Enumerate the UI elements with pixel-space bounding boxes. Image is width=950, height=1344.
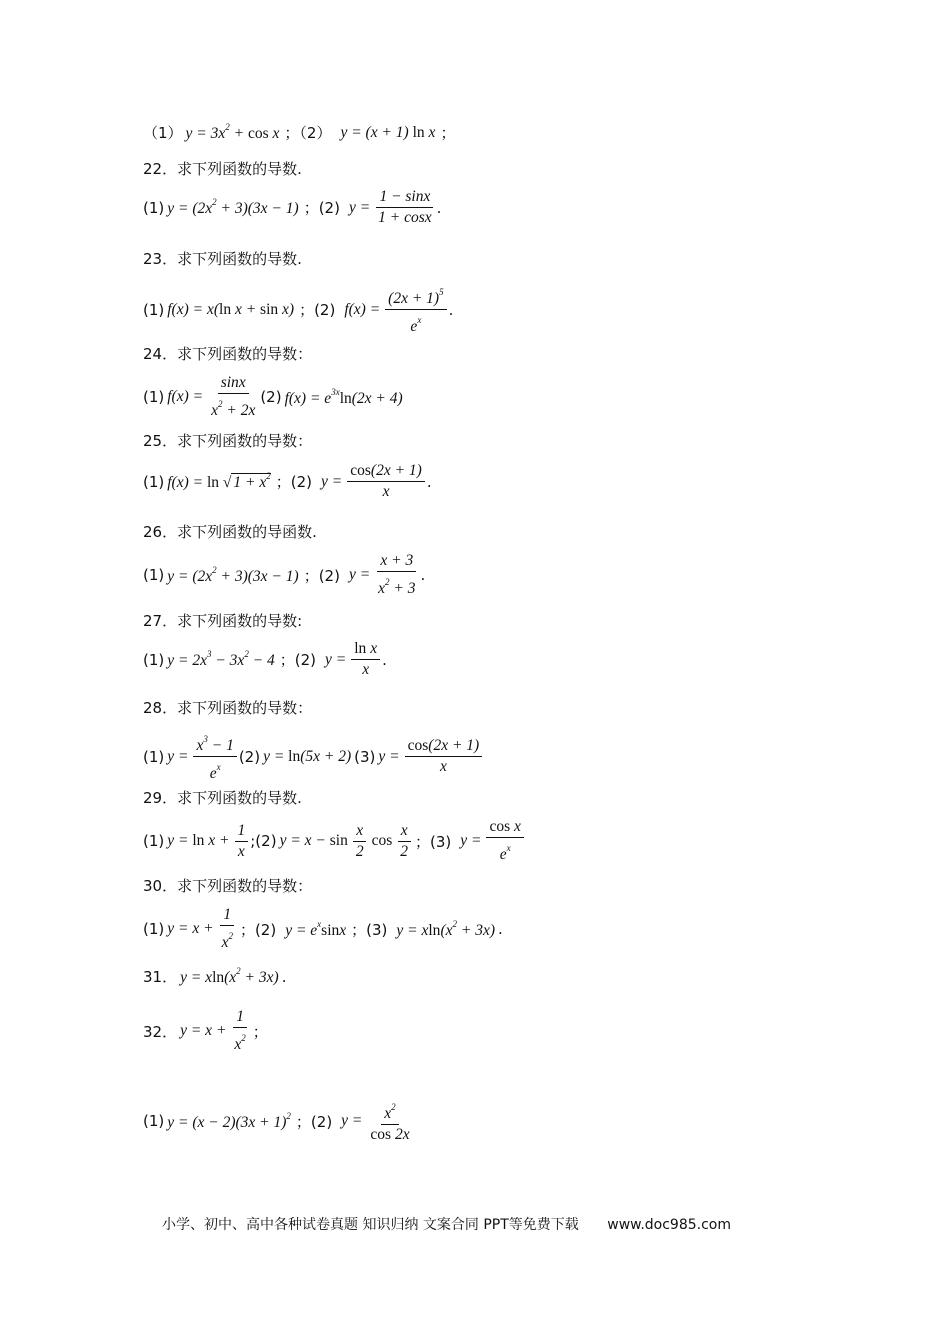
question-26: 26．求下列函数的导函数.: [143, 523, 317, 541]
question-23: 23．求下列函数的导数.: [143, 250, 302, 268]
question-32: 32． y = x + $\frac{1}{x^2}$ ；: [143, 1008, 268, 1053]
footer-url[interactable]: www.doc985.com: [607, 1217, 731, 1233]
expr-line-24: (1) f(x) = $\frac{\sin x}{x^2 + 2x}$ (2) $f(x) = e^{3x}\ln(2x + 4)$: [143, 374, 403, 419]
expr-line-27: (1) $y = 2x^3 - 3x^2 - 4$ ；(2) y = $\frac{\text{ln x}}{x}$ .: [143, 640, 387, 678]
sub-label: （1）: [143, 124, 183, 142]
footer-text: 小学、初中、高中各种试卷真题 知识归纳 文案合同 PPT等免费下载: [162, 1217, 579, 1233]
question-28: 28．求下列函数的导数：: [143, 699, 313, 717]
page-footer: [162, 1214, 731, 1234]
expr-line-30: (1) y = x + $\frac{1}{x^2}$ ；(2) $y = e^x\sin x$ ；(3) $y = xln(x^2 + 3x)$ .: [143, 906, 503, 951]
question-25: 25．求下列函数的导数：: [143, 432, 313, 450]
question-31: 31． $y = xln(x^2 + 3x)$ .: [143, 966, 287, 986]
question-29: 29．求下列函数的导数.: [143, 789, 302, 807]
expr-line-33: (1) $y = (x - 2)(3x + 1)^2$ ；(2) y = $\frac{x^2}{\cos 2x}$: [143, 1098, 415, 1144]
question-27: 27．求下列函数的导数:: [143, 612, 303, 630]
question-24: 24．求下列函数的导数：: [143, 345, 313, 363]
expr-line-29: (1) y = ln x + $\frac{1}{x}$ ;(2) y = x − sin $\frac{x}{2}$ cos $\frac{x}{2}$ ；(3) y = $\frac{\text{cos x}}{e^x}$: [143, 818, 526, 864]
expr-line-23: (1) f(x) = x(ln x + sin x) ；(2) f(x) = $\frac{(2x + 1)^5}{e^x}$ .: [143, 283, 453, 336]
question-22: 22．求下列函数的导数.: [143, 160, 302, 178]
expr-line-22: (1) $y = (2x^2 + 3)(3x - 1)$ ；(2) y = $\frac{1 - \sin x}{1 + \cos x}$ .: [143, 188, 442, 226]
expr-line-21: （1） $y = 3x^2 + \cos x$ ；（2） y = (x + 1) ln x ；: [143, 122, 456, 142]
expr-line-28: (1) y = $\frac{x^3 - 1}{e^x}$ (2) y = ln(5x + 2) (3) y = $\frac{\cos(2x + 1)}{x}$: [143, 730, 484, 783]
expr-line-26: (1) $y = (2x^2 + 3)(3x - 1)$ ；(2) y = $\frac{x + 3}{x^2 + 3}$ .: [143, 552, 426, 597]
question-30: 30．求下列函数的导数：: [143, 877, 313, 895]
expr-line-25: (1) f(x) = ln √ $1 + x^2$ ；(2) y = $\frac{\cos(2x + 1)}{x}$ .: [143, 462, 432, 500]
